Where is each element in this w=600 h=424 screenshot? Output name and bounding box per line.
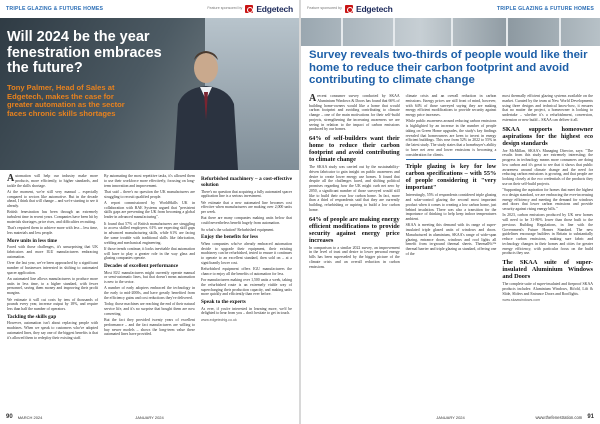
right-col-1 (309, 94, 400, 407)
right-footer (301, 410, 600, 424)
left-col-3 (201, 174, 292, 407)
paragraph: most thermally efficient glazing systems available on the market. Curated by the team at New World Developments using three designs and technical know-how, it ensures that no matter the project, a homeowner is looking to undertake – whether it's a refurbishment, conversion, extension or new build – SKAA can deliver it all. (502, 94, 594, 122)
paragraph: A number of early adopters embraced the technology in the early to mid-2000s, and have greatly benefited from the efficiency gains and cost reductions they've delivered. (104, 286, 195, 300)
brand-name: Edgetech (256, 4, 293, 14)
paragraph: In comparison to a similar 2022 survey, an improvement in the level of trust and desire to lower personal energy bills has been superseded by the bigger picture of the climate crisis and an overall reduction in carbon emissions. (309, 245, 400, 269)
paragraph: But the fact they provided twenty years of excellent performance – and the fact manufacturers are willing to buy newer models – shows the long-term value these automated lines have provided. (104, 318, 195, 337)
paragraph: There's no question that acquiring a fully automated spacer application line is a serious investment. (201, 189, 292, 199)
sponsor-line: Feature sponsored by (307, 6, 342, 11)
paragraph: A report commissioned by WorldSkills UK in collaboration with BAE Systems argued that "persistent skills gaps are preventing the UK from becoming a global leader in advanced manufacturing". (104, 200, 195, 220)
subheading: More units in less time (7, 237, 58, 244)
subheading: Tackling the skills gap (7, 313, 57, 320)
subheading: 64% of self-builders want their home to reduce their carbon footprint and avoid contributing to climate change (309, 135, 400, 163)
divider (406, 159, 497, 160)
subheading: SKAA supports homeowner aspirations for the highest eco design standards (502, 125, 594, 147)
page-number: 91 (587, 414, 594, 420)
paragraph: SKAA is meeting this demand with its range of super-insulated triple glazed units of windows and doors. Manufactured in aluminium, SKAA's range of wide-span glazing, entrance doors, windows and roof lights all benefit from in-ground thermal sheets. ThermalFit™ thermal barrier and triple glazing as standard, offering one of the (405, 223, 497, 256)
subheading: The SKAA suite of super-insulated Aluminium Windows and Doors (502, 259, 594, 281)
paragraph: So what's the solution? Refurbished equipment. (201, 227, 275, 232)
edgetech-logo-icon (345, 5, 353, 13)
left-col-2 (104, 174, 195, 407)
paragraph: Over the last year, we've been approached by a significant number of businesses interested in shifting to automated spacer application. (7, 261, 98, 275)
left-body (7, 174, 292, 407)
left-header (0, 0, 299, 18)
footer-issue: JANUARY 2024 (436, 415, 465, 420)
person-photo-icon (170, 40, 242, 170)
paragraph: If those trends continue, it looks inevitable that automation will have to play a greater role in the way glass and glazing companies operate. (104, 246, 195, 261)
hero-image (0, 18, 299, 170)
paragraph: But there are many companies making units below that could nevertheless benefit hugely from automation. (201, 216, 292, 226)
right-col-3 (502, 94, 593, 407)
right-col-2 (406, 94, 497, 407)
paragraph: Joe McMillan, SKAA's Managing Director, says: "The results from this study are extremely interesting; the progress in technology means more consumers are doing low carbon and it's great to see that it shows that public awareness around climate change and the need for reducing carbon emissions is growing, and that people are looking closely at the eco credentials of the products they use on their self-build projects. (502, 148, 594, 186)
footer-issue: JANUARY 2024 (135, 415, 164, 420)
paragraph: Interestingly, 55% of respondents considered triple glazing and solar-control glazing the second most important product when it comes to creating a low carbon home, just behind insulation. There was also a transition for the importance of thinking to help keep indoor temperatures ambient. (405, 193, 497, 222)
issue-date: MARCH 2024 (17, 414, 43, 420)
website-link[interactable]: www.skaawindows.com (502, 298, 541, 303)
paragraph: As ever, if you're interested in learning more, we'd be delighted to hear from you – don't hesitate to get in touch. (201, 306, 292, 316)
section-label: TRIPLE GLAZING & FUTURE HOMES (6, 6, 104, 12)
paragraph: The SKAA study was carried out by the sustainability-driven fabricator to gain insight on public awareness and desire to create lower energy use homes. It found that despite all the challenges faced, and shifting political promises regarding how the UK might curb net zero by 2050, a significant number of those surveyed would still like to build their own low carbon home. In fact, more than a third of respondents said that they are currently building, refurbishing or aspiring to build a low carbon home. (309, 165, 400, 212)
paragraph: We estimate that a new automated line becomes cost effective when manufacturers are making over 2,000 units per week. (201, 200, 292, 215)
paragraph: That said – there's no question the UK manufacturers are struggling to recruit qualified people. (104, 189, 195, 199)
paragraph: In 2023, carbon emissions produced by UK new homes will need to be 31-80% lower than those built to the previous Building Regulations, in line with the Government's Future Homes Standard. The new guidelines encourage builders in Britain to substantially reduce carbon emissions, making sure fabric and technology changes in their homes and cities for greater energy efficiency, with particular focus on the build products they use. (502, 213, 594, 256)
paragraph: However, automation isn't about replacing people with machines. When we speak to customers who've adopted automated lines, they say one of the biggest benefits is that it's allowed them to redeploy their existing staff. (7, 321, 98, 340)
paragraph: Arecent consumer survey conducted by SKAA Aluminium Windows & Doors has found that 66% of building home-owners would like a home that would carbon footprint and avoiding contributing to climate change – one of the main motivations for their self-build projects, strengthening the increasing awareness we are seeing in relation to the impact of carbon emissions produced by our homes. (309, 93, 400, 132)
paragraph: We estimate it will cut costs by tens of thousands of pounds every year, increase output by 18%, and require less than half the number of operators. (7, 297, 98, 312)
paragraph: At the moment, we're still very manual – especially compared to sectors like automotive. But in the decade ahead, I think that will change – and we're starting to see it already. (7, 189, 98, 209)
header-photo (301, 18, 600, 46)
right-page (301, 0, 600, 424)
subheading: 64% of people are making energy efficient modifications to provide security against energy price increases (309, 215, 400, 244)
subheading: Speak to the experts (201, 299, 246, 306)
paragraph: "Supporting the aspiration for homes that meet the highest eco design standard, we are embracing the ever-increasing energy efficiency and meeting the demand for windows and doors that lower carbon emissions and provide security against rising energy bills." (502, 188, 594, 212)
paragraph: While public awareness around reducing carbon emissions is highlighted by an increase in the number of people taking on Green Home upgrades, the study's key findings revealed that homeowners are keen to invest in energy efficient buildings. This rose from 52% in 2022 to 55% in the latest study. The study states that a homebuyer's ability to have net zero and lower emissions is becoming a consideration for clients. (405, 119, 497, 157)
subheading: Enjoy the benefits for less (201, 234, 258, 241)
edgetech-logo-icon (245, 5, 253, 13)
edgetech-logo (207, 4, 293, 14)
paragraph: Automation will help our industry make more products, more efficiently, to higher standards, and tackle the skills shortage. (7, 173, 98, 188)
paragraph: The complete suite of super-insulated and fireproof SKAA products includes: Aluminium Windows, Bifold, Lift & Slide, Sliders and Entrance Doors and Rooflights. (502, 282, 594, 296)
paragraph: That's required them to achieve more with less – less time, less materials and less people. (7, 226, 98, 236)
paragraph: By automating the most repetitive tasks, it's allowed them to use their workforce more effectively, focusing on long-term innovation and improvement. (104, 174, 195, 188)
left-footer (0, 410, 299, 424)
paragraph: Today, those machines are reaching the end of their natural service life, and it's no surprise that bought them are now converting. (104, 302, 195, 316)
left-page (0, 0, 299, 424)
standfirst: Tony Palmer, Head of Sales at Edgetech, makes the case for greater automation as the sector faces chronic skills shortages (7, 83, 125, 119)
website-link[interactable]: www.edgetechig.co.uk (201, 318, 237, 323)
paragraph: An automated line allows manufacturers to produce more units in less time, to a higher standard, with fewer personnel, saving them money and improving their profit margins. (7, 276, 98, 296)
paragraph: It found that 57% of British manufacturers are struggling to access skilled employees. 61% are expecting skill gaps in advanced manufacturing skills, while 61% are facing the same trouble with traditional skills like fabrication, welding and mechanical engineering. (104, 221, 195, 245)
page-number: 90 (6, 414, 13, 420)
left-col-1 (7, 174, 98, 407)
section-label: TRIPLE GLAZING & FUTURE HOMES (496, 6, 594, 12)
page-title: Will 2024 be the year fenestration embraces the future? (7, 29, 162, 76)
page-title: Survey reveals two-thirds of people would like their home to reduce their carbon footprint and avoid contributing to climate change (309, 49, 588, 87)
paragraph: Refurbished equipment offers IGU manufacturers the chance to enjoy all the benefits of automation for less. (201, 267, 292, 276)
subheading: Triple glazing is key for low carbon specifications – with 55% of people considering it "very important" (405, 163, 497, 192)
paragraph: climate crisis and an overall reduction in carbon emissions. Energy prices are still front of mind, however, with 64% of those surveyed saying they are making energy efficient modifications to provide security against energy price increases. (405, 94, 497, 117)
paragraph: British fenestration has been through an extremely turbulent time in recent years. Companies have been hit by materials shortages, price rises, and difficulties recruiting. (7, 210, 98, 224)
subheading: Decades of excellent performance (104, 263, 179, 270)
edgetech-logo (307, 4, 393, 14)
paragraph: When companies who've already embraced automation decide to upgrade their equipment, their existing machinery can be refurbished, tested to ensure it continues to operate to an excellent standard, then sold on – at a significantly lower cost. (201, 241, 292, 265)
paragraph: Faced with those challenges, it's unsurprising that UK fabricators and more IGU manufacturers embracing automation. (7, 245, 98, 259)
paragraph: For manufacturers making over 1,500 units a week, taking the refurbished route is an extremely viable way of supercharging their production capacity, and making units more quickly and efficiently than ever before. (201, 278, 292, 297)
footer-website[interactable]: www.thefenestration.com (535, 414, 583, 420)
subheading: Refurbished machinery – a cost-effective solution (201, 176, 292, 188)
paragraph: Most IGU manufacturers might currently operate manual or semi-automatic lines, but that doesn't mean automation is new to the sector. (104, 270, 195, 285)
brand-name: Edgetech (355, 4, 393, 14)
right-body (309, 94, 593, 407)
right-header (301, 0, 600, 18)
sponsor-line: Feature sponsored by (207, 6, 243, 11)
